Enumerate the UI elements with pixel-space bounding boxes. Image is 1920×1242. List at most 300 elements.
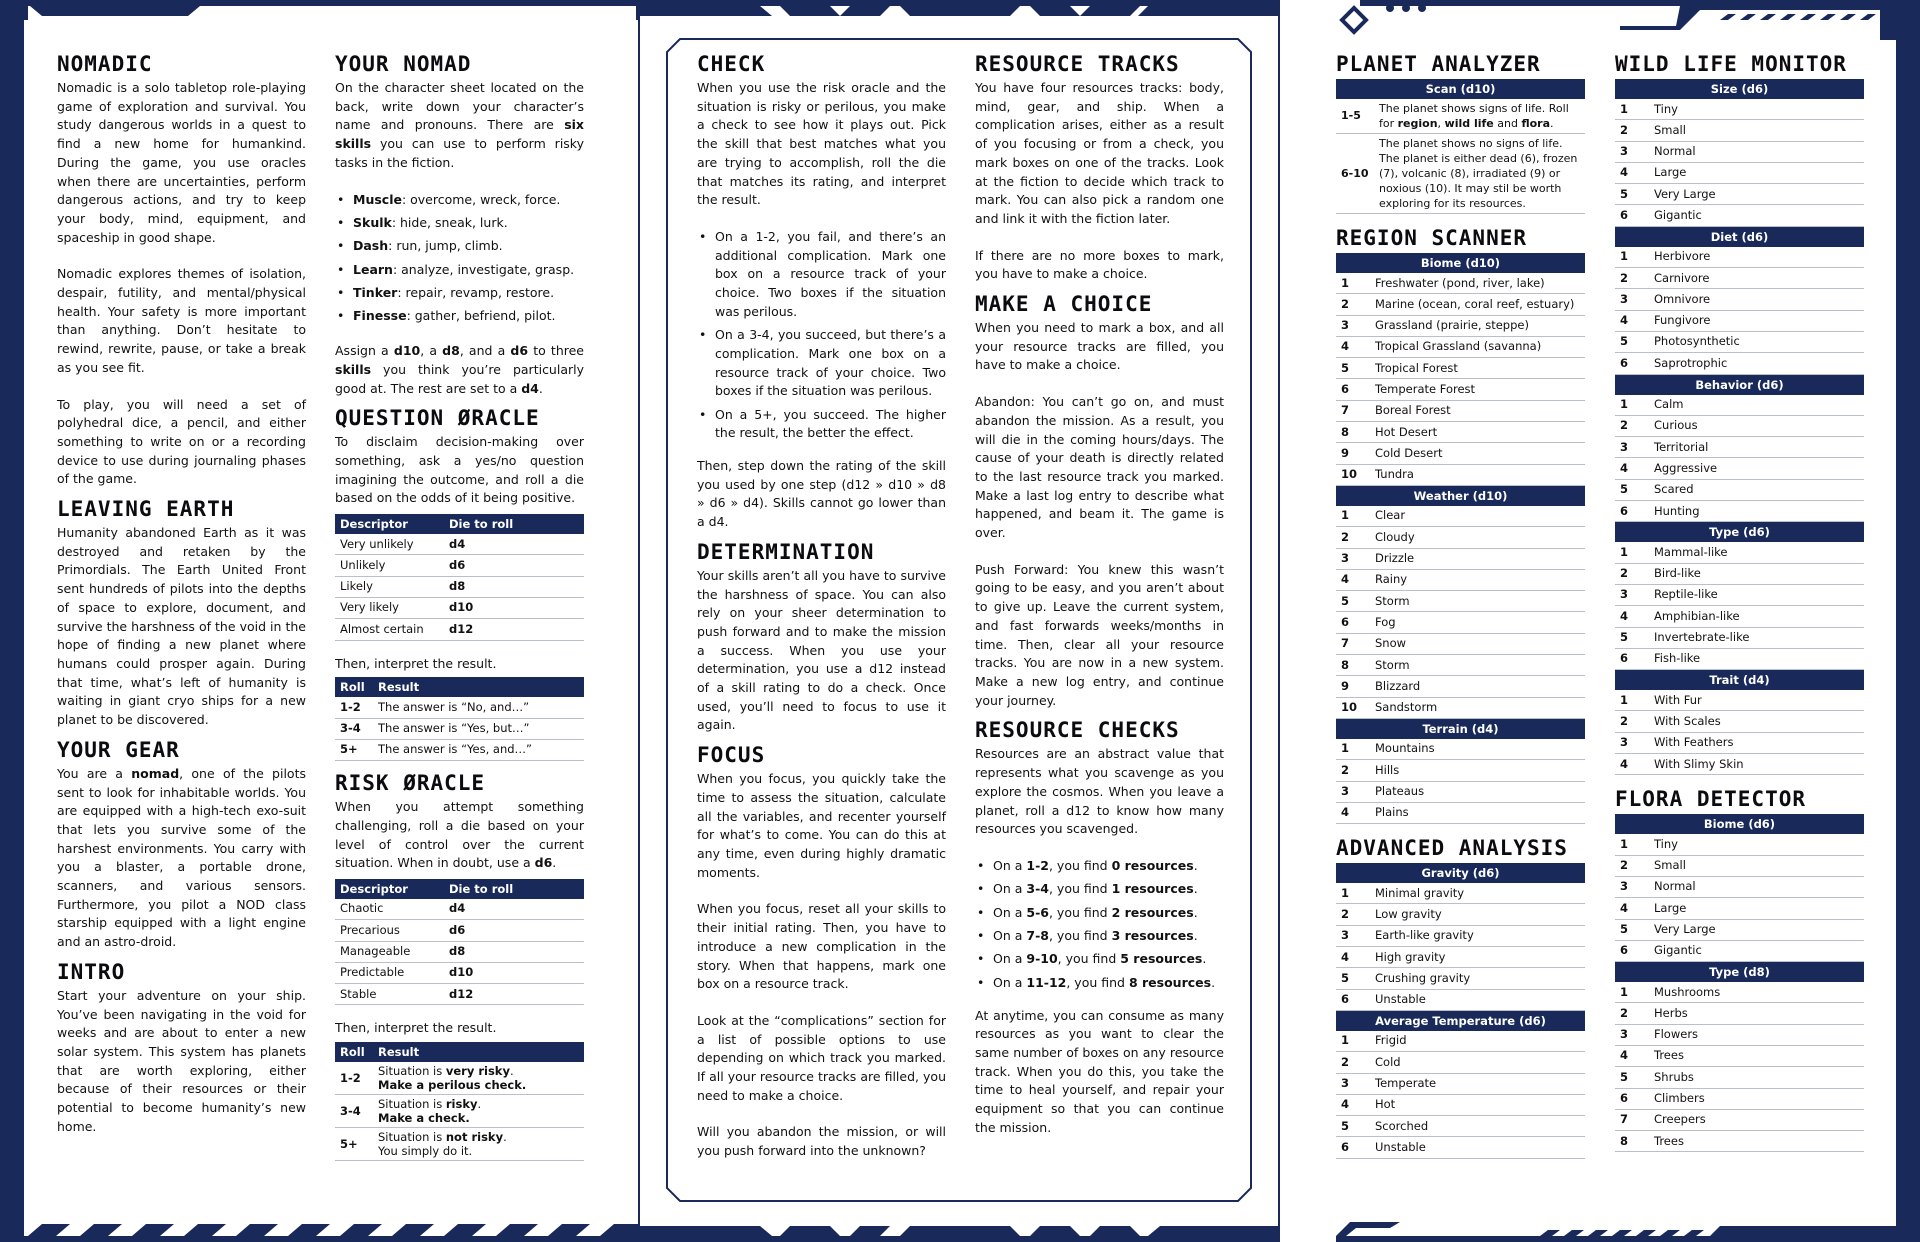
roll-number: 3 <box>1336 1073 1370 1094</box>
determination-paragraph: Your skills aren’t all you have to survive the harshness of space. You can also rely on your sheer determination to push forward and to make the mission a success. When you use your determination, you use a d12 instead of a skill rating to do a check. Once used, you’ll need to focus to use it again. <box>697 567 946 733</box>
roll-result: Large <box>1649 898 1864 919</box>
roll-number: 4 <box>1615 606 1649 627</box>
list-item: • On a 11-12, you find 8 resources. <box>975 974 1224 993</box>
roll-number: 3 <box>1615 584 1649 605</box>
roll-result: Creepers <box>1649 1109 1864 1130</box>
resource-checks-paragraph: Resources are an abstract value that represents what you scavenge as you explore the cosmos. When you leave a planet, roll a d12 to know how many resources you scavenged. <box>975 746 1224 837</box>
roll-result: Normal <box>1649 141 1864 162</box>
roll-result: Drizzle <box>1370 548 1585 569</box>
frame-right-bar <box>1896 0 1920 1242</box>
make-choice-paragraph-1: When you need to mark a box, and all your resource tracks are filled, you have to make a choice. <box>975 320 1224 373</box>
table-row <box>1336 739 1585 760</box>
table-row: 5+ Situation is not risky. You simply do it. <box>335 1128 584 1161</box>
roll-result: Trees <box>1649 1131 1864 1152</box>
table-row <box>1615 584 1864 605</box>
roll-result: Blizzard <box>1370 676 1585 697</box>
list-item: • On a 5+, you succeed. The higher the result, the better the effect. <box>697 406 946 443</box>
roll-number: 7 <box>1615 1109 1649 1130</box>
frame-top-decoration <box>1280 0 1920 40</box>
table-row <box>1336 315 1585 336</box>
roll-number: 5 <box>1336 591 1370 612</box>
heading-planet-analyzer: PLANET ANALYZER <box>1336 52 1541 76</box>
roll-result: Very Large <box>1649 184 1864 205</box>
table-row: 6-10 The planet shows no signs of life. The planet is either dead (6), frozen (7), volcanic (8), irradiated (9) or noxious (10). It may stil be worth exploring for its resources. <box>1336 134 1585 214</box>
roll-result: Tundra <box>1370 464 1585 485</box>
resource-roll-list <box>975 857 1224 993</box>
table-row: Precarious d6 <box>335 920 584 941</box>
frame-top-decoration <box>640 0 1280 24</box>
table-row <box>1336 336 1585 357</box>
roll-result: Saprotrophic <box>1649 353 1864 374</box>
roll-result: Herbs <box>1649 1003 1864 1024</box>
table-row <box>1615 606 1864 627</box>
flora-biome-table: Biome (d6) <box>1615 814 1864 834</box>
table-row <box>1336 422 1585 443</box>
roll-result: Mushrooms <box>1649 982 1864 1003</box>
roll-number: 1 <box>1615 542 1649 563</box>
roll-result: Climbers <box>1649 1088 1864 1109</box>
roll-number: 5 <box>1336 1116 1370 1137</box>
skill-item: • Tinker: repair, revamp, restore. <box>335 284 584 303</box>
behavior-table: Behavior (d6) <box>1615 375 1864 395</box>
roll-result: Clear <box>1370 506 1585 527</box>
frame-bottom-decoration <box>640 1216 1280 1242</box>
roll-number: 4 <box>1336 1094 1370 1115</box>
roll-result: Carnivore <box>1649 268 1864 289</box>
roll-number: 3 <box>1615 289 1649 310</box>
roll-result: Small <box>1649 855 1864 876</box>
size-rows <box>1615 99 1864 227</box>
heading-question-oracle: QUESTION ØRACLE <box>335 406 540 431</box>
abandon-paragraph: Abandon: You can’t go on, and must abandon the mission. As a result, you will die in the coming hours/days. The cause of your death is directly related to the last resource track you marked. Make a last log entry to describe what happened, and beam it. The game is over. <box>975 394 1224 541</box>
table-row <box>1615 855 1864 876</box>
roll-number: 4 <box>1336 569 1370 590</box>
table-row: Very likely d10 <box>335 597 584 618</box>
focus-paragraph-2: When you focus, reset all your skills to their initial rating. Then, you have to introduce a new complication in the story. When that happens, mark one box on a resource track. <box>697 901 946 992</box>
frame-left-bar <box>0 0 24 1242</box>
roll-result: Hot Desert <box>1370 422 1585 443</box>
roll-number: 2 <box>1336 1052 1370 1073</box>
roll-result: Tropical Forest <box>1370 358 1585 379</box>
table-row <box>1615 162 1864 183</box>
table-row <box>1615 353 1864 374</box>
table-row: 5+ The answer is “Yes, and…” <box>335 739 584 760</box>
leaving-earth-paragraph: Humanity abandoned Earth as it was destroyed and retaken by the Primordials. The Earth United Front sent hundreds of pilots into the depths of space to explore, document, and survive the harshness of the void in the hope of finding a new planet where humans could prosper again. During that time, what’s left of humanity is waiting in giant cryo ships for a new planet to be discovered. <box>57 525 306 728</box>
wildlife-type-rows <box>1615 542 1864 670</box>
list-item: • On a 3-4, you find 1 resources. <box>975 880 1224 899</box>
table-row <box>1615 732 1864 753</box>
question-odds-table: Descriptor Die to roll Very unlikely d4 Unlikely d6 Likely d8 Very likely d10 Almost certain d12 <box>335 514 584 640</box>
your-nomad-paragraph: On the character sheet located on the back, write down your character’s name and pronouns. There are six skills you can use to perform risky tasks in the fiction. <box>335 80 584 170</box>
table-row <box>1615 982 1864 1003</box>
heading-check: CHECK <box>697 52 766 76</box>
roll-result: Plains <box>1370 802 1585 823</box>
roll-result: Scared <box>1649 479 1864 500</box>
roll-result: Gigantic <box>1649 205 1864 226</box>
panel-right <box>1280 0 1920 1242</box>
table-row <box>1336 802 1585 823</box>
roll-result: Tiny <box>1649 99 1864 120</box>
roll-number: 3 <box>1336 781 1370 802</box>
focus-paragraph-1: When you focus, you quickly take the time to assess the situation, calculate all the variables, and recenter yourself for what’s to come. You can do this at any time, even during highly dramatic moments. <box>697 771 946 880</box>
skill-item: • Muscle: overcome, wreck, force. <box>335 191 584 210</box>
roll-number: 5 <box>1615 479 1649 500</box>
roll-number: 1 <box>1615 99 1649 120</box>
table-row <box>1615 247 1864 268</box>
roll-number: 2 <box>1336 294 1370 315</box>
column-1 <box>57 52 306 1154</box>
roll-result: With Slimy Skin <box>1649 754 1864 775</box>
focus-paragraph-4: Will you abandon the mission, or will you push forward into the unknown? <box>697 1124 946 1159</box>
column-5 <box>1336 52 1585 1175</box>
table-row <box>1336 400 1585 421</box>
column-3 <box>697 52 946 1179</box>
roll-number: 2 <box>1615 268 1649 289</box>
table-row <box>1615 1067 1864 1088</box>
column-6 <box>1615 52 1864 1168</box>
list-item: • On a 7-8, you find 3 resources. <box>975 927 1224 946</box>
list-item: • On a 1-2, you fail, and there’s an additional complication. Mark one box on a resource track of your choice. Two boxes if the situation was perilous. <box>697 228 946 322</box>
roll-number: 6 <box>1336 379 1370 400</box>
panel-middle <box>640 0 1280 1242</box>
roll-result: Minimal gravity <box>1370 883 1585 904</box>
panel-left <box>0 0 640 1242</box>
roll-result: Small <box>1649 120 1864 141</box>
wildlife-type-table: Type (d6) <box>1615 522 1864 542</box>
biome-table: Biome (d10) <box>1336 253 1585 273</box>
roll-result: Frigid <box>1370 1031 1585 1052</box>
heading-resource-tracks: RESOURCE TRACKS <box>975 52 1180 76</box>
table-row <box>1615 1024 1864 1045</box>
heading-focus: FOCUS <box>697 743 766 768</box>
roll-result: Amphibian-like <box>1649 606 1864 627</box>
table-row <box>1336 527 1585 548</box>
table-row <box>1336 697 1585 718</box>
table-row <box>1336 676 1585 697</box>
list-item: • On a 5-6, you find 2 resources. <box>975 904 1224 923</box>
table-row <box>1615 415 1864 436</box>
table-row <box>1615 437 1864 458</box>
roll-result: Tiny <box>1649 834 1864 855</box>
roll-number: 4 <box>1336 336 1370 357</box>
scan-table: Scan (d10) 1-5 The planet shows signs of life. Roll for region, wild life and flora. 6-10 The planet shows no signs of life. The planet is either dead (6), frozen (7), volcanic (8), irradiated (9) or noxious (10). It may stil be worth exploring for its resources. <box>1336 79 1585 214</box>
table-row <box>1615 940 1864 961</box>
table-row <box>1336 655 1585 676</box>
table-row <box>1615 99 1864 120</box>
roll-number: 2 <box>1615 711 1649 732</box>
roll-number: 6 <box>1615 205 1649 226</box>
roll-result: Shrubs <box>1649 1067 1864 1088</box>
roll-result: High gravity <box>1370 947 1585 968</box>
table-row <box>1336 883 1585 904</box>
table-row: 3-4 Situation is risky. Make a check. <box>335 1095 584 1128</box>
roll-number: 2 <box>1615 563 1649 584</box>
roll-result: Bird-like <box>1649 563 1864 584</box>
table-row <box>1336 1073 1585 1094</box>
roll-result: Trees <box>1649 1045 1864 1066</box>
check-outcomes-list <box>697 228 946 443</box>
roll-result: With Scales <box>1649 711 1864 732</box>
risk-oracle-paragraph: When you attempt something challenging, roll a die based on your level of control over the current situation. When in doubt, use a d6. <box>335 799 584 871</box>
roll-number: 9 <box>1336 676 1370 697</box>
your-gear-paragraph: You are a nomad, one of the pilots sent to look for inhabitable worlds. You are equipped with a high-tech exo-suit that lets you survive some of the harshest environments. You carry with you a blaster, a portable drone, scanners, and various sensors. Furthermore, you pilot a NOD class starship equipped with a light engine and an astro-droid. <box>57 765 306 950</box>
table-row <box>1336 1031 1585 1052</box>
table-row <box>1615 479 1864 500</box>
table-row <box>1336 548 1585 569</box>
table-row <box>1336 968 1585 989</box>
roll-result: Flowers <box>1649 1024 1864 1045</box>
table-row <box>1336 904 1585 925</box>
roll-number: 6 <box>1615 1088 1649 1109</box>
table-row <box>1615 648 1864 669</box>
table-row <box>1615 205 1864 226</box>
roll-result: With Feathers <box>1649 732 1864 753</box>
list-item: • On a 3-4, you succeed, but there’s a complication. Mark one box on a resource track of your choice. Two boxes if the situation was perilous. <box>697 326 946 401</box>
skill-item: • Learn: analyze, investigate, grasp. <box>335 261 584 280</box>
table-row <box>1615 458 1864 479</box>
roll-result: Reptile-like <box>1649 584 1864 605</box>
skill-item: • Dash: run, jump, climb. <box>335 237 584 256</box>
table-row <box>1336 925 1585 946</box>
roll-number: 3 <box>1615 141 1649 162</box>
roll-number: 5 <box>1336 358 1370 379</box>
roll-number: 5 <box>1615 184 1649 205</box>
roll-number: 2 <box>1615 415 1649 436</box>
table-row <box>1336 760 1585 781</box>
table-row <box>1615 1088 1864 1109</box>
skill-item: • Skulk: hide, sneak, lurk. <box>335 214 584 233</box>
roll-number: 5 <box>1615 331 1649 352</box>
roll-number: 1 <box>1615 834 1649 855</box>
roll-number: 7 <box>1336 400 1370 421</box>
roll-number: 6 <box>1615 648 1649 669</box>
table-row <box>1615 1109 1864 1130</box>
heading-region-scanner: REGION SCANNER <box>1336 226 1528 250</box>
heading-wild-life-monitor: WILD LIFE MONITOR <box>1615 52 1847 76</box>
flora-type-rows <box>1615 982 1864 1152</box>
roll-number: 1 <box>1336 883 1370 904</box>
table-row <box>1615 310 1864 331</box>
behavior-rows <box>1615 395 1864 523</box>
roll-number: 4 <box>1615 898 1649 919</box>
roll-number: 10 <box>1336 464 1370 485</box>
gravity-table: Gravity (d6) <box>1336 863 1585 883</box>
roll-number: 4 <box>1336 947 1370 968</box>
roll-result: Earth-like gravity <box>1370 925 1585 946</box>
biome-rows <box>1336 273 1585 486</box>
roll-number: 5 <box>1615 627 1649 648</box>
table-row <box>1615 268 1864 289</box>
roll-number: 6 <box>1615 940 1649 961</box>
terrain-rows <box>1336 739 1585 824</box>
frame-bottom-decoration <box>1280 1212 1920 1242</box>
table-row: Very unlikely d4 <box>335 534 584 555</box>
roll-result: Fog <box>1370 612 1585 633</box>
roll-number: 1 <box>1615 395 1649 416</box>
roll-number: 1 <box>1615 982 1649 1003</box>
roll-number: 5 <box>1615 1067 1649 1088</box>
table-row <box>1615 184 1864 205</box>
table-row <box>1615 898 1864 919</box>
roll-result: Plateaus <box>1370 781 1585 802</box>
heading-nomadic: NOMADIC <box>57 52 153 76</box>
roll-number: 6 <box>1615 501 1649 522</box>
focus-paragraph-3: Look at the “complications” section for a list of possible options to use depending on which track you marked. If all your resource tracks are filled, you need to make a choice. <box>697 1012 946 1103</box>
roll-result: Low gravity <box>1370 904 1585 925</box>
heading-leaving-earth: LEAVING EARTH <box>57 497 235 522</box>
roll-result: Hills <box>1370 760 1585 781</box>
roll-number: 6 <box>1615 353 1649 374</box>
frame-top-decoration <box>0 0 640 24</box>
roll-result: Cold Desert <box>1370 443 1585 464</box>
temperature-rows <box>1336 1031 1585 1159</box>
skills-list <box>335 191 584 327</box>
list-item: • On a 9-10, you find 5 resources. <box>975 950 1224 969</box>
roll-number: 3 <box>1615 876 1649 897</box>
roll-number: 6 <box>1336 1137 1370 1158</box>
table-row: 1-5 The planet shows signs of life. Roll for region, wild life and flora. <box>1336 99 1585 134</box>
roll-number: 3 <box>1336 925 1370 946</box>
table-row <box>1615 919 1864 940</box>
roll-result: Crushing gravity <box>1370 968 1585 989</box>
roll-result: Mammal-like <box>1649 542 1864 563</box>
roll-number: 1 <box>1336 739 1370 760</box>
roll-result: Aggressive <box>1649 458 1864 479</box>
roll-result: Snow <box>1370 633 1585 654</box>
roll-number: 8 <box>1615 1131 1649 1152</box>
table-row <box>1615 141 1864 162</box>
table-row: 1-2 Situation is very risky. Make a perilous check. <box>335 1062 584 1095</box>
roll-number: 4 <box>1615 162 1649 183</box>
roll-result: Tropical Grassland (savanna) <box>1370 336 1585 357</box>
table-row <box>1615 395 1864 416</box>
heading-advanced-analysis: ADVANCED ANALYSIS <box>1336 836 1568 861</box>
table-row <box>1615 876 1864 897</box>
heading-make-a-choice: MAKE A CHOICE <box>975 292 1153 317</box>
heading-intro: INTRO <box>57 959 126 984</box>
heading-your-nomad: YOUR NOMAD <box>335 52 472 76</box>
table-row: 3-4 The answer is “Yes, but…” <box>335 718 584 739</box>
roll-result: Unstable <box>1370 1137 1585 1158</box>
terrain-table: Terrain (d4) <box>1336 719 1585 739</box>
table-row: Unlikely d6 <box>335 555 584 576</box>
table-row <box>1336 379 1585 400</box>
roll-number: 10 <box>1336 697 1370 718</box>
flora-biome-rows <box>1615 834 1864 962</box>
list-item: • On a 1-2, you find 0 resources. <box>975 857 1224 876</box>
risk-result-table: Roll Result 1-2 Situation is very risky. Make a perilous check. 3-4 Situation is risky. Make a check. 5+ Situation is not risky. You simply do it. <box>335 1042 584 1161</box>
nomadic-paragraph-3: To play, you will need a set of polyhedral dice, a pencil, and either something to write on or a recording device to use during journaling phases of the game. <box>57 396 306 487</box>
check-paragraph: When you use the risk oracle and the situation is risky or perilous, you make a check to see how it plays out. Pick the skill that best matches what you are trying to accomplish, roll the die that matches its rating, and interpret the result. <box>697 80 946 208</box>
table-row <box>1615 289 1864 310</box>
roll-result: Photosynthetic <box>1649 331 1864 352</box>
risk-then-text: Then, interpret the result. <box>335 1020 497 1036</box>
roll-number: 2 <box>1615 1003 1649 1024</box>
roll-result: Gigantic <box>1649 940 1864 961</box>
table-row <box>1336 569 1585 590</box>
roll-number: 4 <box>1615 458 1649 479</box>
table-row <box>1336 464 1585 485</box>
roll-number: 2 <box>1615 855 1649 876</box>
table-row <box>1615 834 1864 855</box>
column-2 <box>335 52 584 1177</box>
table-row <box>1615 1045 1864 1066</box>
table-row <box>1615 1003 1864 1024</box>
roll-result: Storm <box>1370 655 1585 676</box>
table-row: Likely d8 <box>335 576 584 597</box>
heading-your-gear: YOUR GEAR <box>57 737 180 762</box>
table-row <box>1336 1052 1585 1073</box>
table-row <box>1336 1094 1585 1115</box>
table-row <box>1615 542 1864 563</box>
trait-rows <box>1615 690 1864 775</box>
temperature-table: Average Temperature (d6) <box>1336 1011 1585 1031</box>
table-row <box>1615 627 1864 648</box>
roll-number: 1 <box>1336 1031 1370 1052</box>
heading-resource-checks: RESOURCE CHECKS <box>975 718 1180 743</box>
size-table: Size (d6) <box>1615 79 1864 99</box>
question-oracle-paragraph: To disclaim decision-making over something, ask a yes/no question imagining the outcome, and roll a die based on the odds of it being positive. <box>335 434 584 506</box>
roll-number: 1 <box>1615 690 1649 711</box>
roll-result: Large <box>1649 162 1864 183</box>
table-row <box>1615 563 1864 584</box>
nomadic-paragraph-2: Nomadic explores themes of isolation, despair, futility, and mental/physical health. Your safety is more important than anything. Don’t hesitate to rewind, rewrite, pause, or take a break as you see fit. <box>57 266 306 375</box>
roll-result: Mountains <box>1370 739 1585 760</box>
frame-bottom-decoration <box>0 1216 640 1242</box>
risk-control-table: Descriptor Die to roll Chaotic d4 Precarious d6 Manageable d8 Predictable d10 Stable d12 <box>335 879 584 1005</box>
roll-result: Normal <box>1649 876 1864 897</box>
roll-number: 1 <box>1336 273 1370 294</box>
roll-number: 4 <box>1615 310 1649 331</box>
table-row: 1-2 The answer is “No, and…” <box>335 697 584 718</box>
roll-result: Hot <box>1370 1094 1585 1115</box>
table-row <box>1615 754 1864 775</box>
roll-result: Grassland (prairie, steppe) <box>1370 315 1585 336</box>
roll-result: Storm <box>1370 591 1585 612</box>
roll-result: Cold <box>1370 1052 1585 1073</box>
flora-type-table: Type (d8) <box>1615 962 1864 982</box>
table-row: Chaotic d4 <box>335 899 584 920</box>
question-then-text: Then, interpret the result. <box>335 655 497 671</box>
table-row <box>1615 331 1864 352</box>
roll-number: 1 <box>1615 247 1649 268</box>
table-row <box>1336 633 1585 654</box>
roll-result: Cloudy <box>1370 527 1585 548</box>
skill-item: • Finesse: gather, befriend, pilot. <box>335 307 584 326</box>
table-row <box>1336 989 1585 1010</box>
roll-number: 8 <box>1336 655 1370 676</box>
heading-risk-oracle: RISK ØRACLE <box>335 771 486 796</box>
roll-result: Fish-like <box>1649 648 1864 669</box>
table-row: Stable d12 <box>335 984 584 1005</box>
table-row <box>1615 1131 1864 1152</box>
roll-number: 6 <box>1336 989 1370 1010</box>
roll-result: Fungivore <box>1649 310 1864 331</box>
table-row <box>1336 273 1585 294</box>
roll-number: 4 <box>1615 754 1649 775</box>
table-row <box>1336 1137 1585 1158</box>
diet-table: Diet (d6) <box>1615 227 1864 247</box>
gravity-rows <box>1336 883 1585 1011</box>
roll-result: With Fur <box>1649 690 1864 711</box>
resource-tracks-paragraph-2: If there are no more boxes to mark, you have to make a choice. <box>975 247 1224 282</box>
table-row: Almost certain d12 <box>335 619 584 640</box>
column-4 <box>975 52 1224 1155</box>
table-row <box>1336 947 1585 968</box>
table-row <box>1336 506 1585 527</box>
roll-number: 4 <box>1336 802 1370 823</box>
diet-rows <box>1615 247 1864 375</box>
